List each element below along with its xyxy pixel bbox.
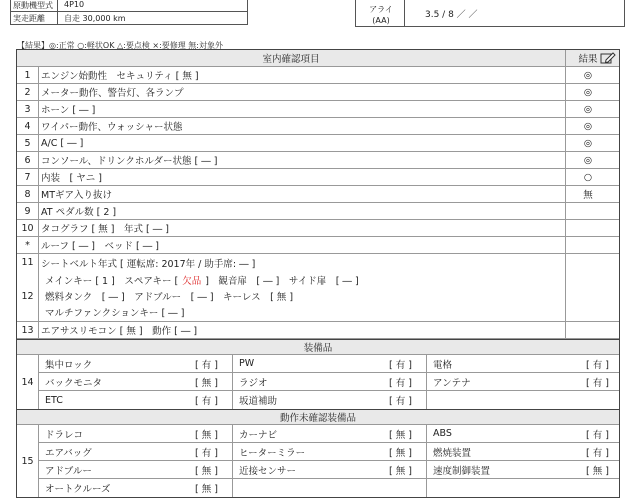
result-legend: 【結果】◎:正常 ○:軽状OK △:要点検 ×:要修理 無:対象外 (17, 41, 224, 50)
equipment-row (39, 461, 619, 479)
equipment-value: [ 有 ] (389, 377, 412, 389)
equipment-name: ETC (45, 394, 63, 406)
row-result (565, 220, 610, 236)
edit-icon (600, 51, 616, 65)
equipment-name: オートクルーズ (45, 484, 111, 495)
equipment-value: [ 有 ] (586, 359, 609, 371)
equipment-name: 近接センサー (239, 465, 297, 477)
row-label: A/C [ ― ] (41, 137, 84, 149)
row-label: シートベルト年式 [ 運転席: 2017年 / 助手席: ― ] (41, 258, 256, 270)
equipment-block (17, 355, 619, 409)
equipment-cell (233, 443, 427, 460)
equipment-name: カーナビ (239, 429, 278, 441)
interior-row (17, 169, 619, 186)
equipment-cell (39, 443, 233, 460)
equipment-value: [ 有 ] (195, 396, 218, 407)
row-number: 9 (17, 203, 39, 219)
row-result: ○ (565, 169, 610, 185)
engine-type-value: 4P10 (64, 0, 85, 9)
key-line-1-b: ] 観音扉 [ ― ] サイド扉 [ ― ] (205, 275, 359, 287)
equipment-value: [ 有 ] (389, 396, 412, 407)
row-label: ルーフ [ ― ] ベッド [ ― ] (41, 241, 159, 252)
equipment-name: ドラレコ (45, 429, 84, 441)
row-label: エアサスリモコン [ 無 ] 動作 [ ― ] (41, 326, 198, 337)
equipment-name: 集中ロック (45, 359, 93, 371)
interior-row (17, 101, 619, 118)
engine-type-label: 原動機型式 (13, 1, 53, 10)
equipment-value: [ 有 ] (195, 359, 218, 371)
row-result: ◎ (565, 152, 610, 168)
interior-row (17, 203, 619, 220)
equipment-value: [ 無 ] (195, 465, 218, 477)
equipment-name: ラジオ (239, 377, 268, 389)
row-label: タコグラフ [ 無 ] 年式 [ ― ] (41, 224, 169, 235)
equipment-value: [ 有 ] (586, 377, 609, 389)
equipment-cell (427, 355, 623, 372)
row-number: 2 (17, 84, 39, 100)
equipment-cell (233, 425, 427, 442)
row-result (565, 322, 610, 338)
equipment-name: エアバッグ (45, 447, 92, 459)
row-number: 4 (17, 118, 39, 134)
interior-row (17, 186, 619, 203)
equipment-name: ヒーターミラー (239, 447, 306, 459)
equipment-title: 装備品 (17, 340, 619, 355)
interior-title: 室内確認項目 (262, 54, 320, 65)
row-number: * (17, 237, 39, 253)
result-header: 結果 (565, 50, 610, 66)
equipment-row (39, 443, 619, 461)
row-result: ◎ (565, 67, 610, 83)
equipment-cell (39, 355, 233, 372)
row-label: 内装 [ ヤニ ] (41, 173, 102, 184)
row-label: AT ペダル数 [ 2 ] (41, 207, 117, 218)
unconfirmed-section (17, 409, 619, 497)
equipment-value: [ 無 ] (389, 447, 412, 459)
equipment-cell (427, 425, 623, 442)
row-result: 無 (565, 186, 610, 202)
equipment-cell (233, 479, 427, 497)
row-result (565, 237, 610, 253)
row-number: 11 (17, 254, 39, 271)
equipment-value: [ 無 ] (195, 377, 218, 389)
equipment-cell (233, 373, 427, 390)
row-number: 5 (17, 135, 39, 151)
row-result: ◎ (565, 118, 610, 134)
row-number: 13 (17, 322, 39, 338)
equipment-value: [ 無 ] (195, 429, 218, 441)
row-number: 1 (17, 67, 39, 83)
interior-row (17, 118, 619, 135)
interior-row (17, 152, 619, 169)
equipment-cell (233, 391, 427, 409)
fuel-adblue-keyless: 燃料タンク [ ― ] アドブルー [ ― ] キーレス [ 無 ] (45, 291, 294, 303)
equipment-row (39, 479, 619, 497)
equipment-name: バックモニタ (45, 377, 103, 389)
row-number: 12 (17, 271, 39, 321)
equipment-name: 電格 (433, 359, 453, 371)
row-result: ◎ (565, 101, 610, 117)
equipment-cell (427, 479, 623, 497)
mileage-value: 自走 30,000 km (64, 14, 126, 23)
row-number: 7 (17, 169, 39, 185)
row-number: 15 (17, 425, 39, 497)
unconfirmed-block (17, 425, 619, 497)
equipment-row (39, 425, 619, 443)
row-label: コンソール、ドリンクホルダー状態 [ ― ] (41, 156, 218, 167)
multi-function-key: マルチファンクションキー [ ― ] (45, 307, 185, 319)
row-result (565, 254, 610, 271)
airsus-row (17, 322, 619, 339)
vehicle-info-header (0, 0, 640, 32)
row-number: 3 (17, 101, 39, 117)
spare-key-status: 欠品 (182, 275, 202, 287)
row-result (565, 271, 610, 321)
equipment-value: [ 有 ] (586, 447, 609, 459)
equipment-name: 速度制御装置 (433, 465, 491, 477)
inspection-table (16, 49, 620, 498)
equipment-cell (233, 461, 427, 478)
key-row (17, 271, 619, 322)
equipment-value: [ 有 ] (195, 447, 218, 459)
row-result (565, 203, 610, 219)
interior-header-row (17, 50, 619, 67)
row-label: ワイパー動作、ウォッシャー状態 (41, 122, 183, 133)
row-label: エンジン始動性 セキュリティ [ 無 ] (41, 71, 199, 82)
equipment-row (39, 355, 619, 373)
equipment-value: [ 無 ] (586, 465, 609, 477)
key-line-1 (39, 271, 565, 288)
key-line-2 (39, 287, 565, 304)
interior-row (17, 135, 619, 152)
equipment-name: 坂道補助 (239, 396, 278, 407)
row-number: 8 (17, 186, 39, 202)
equipment-row (39, 373, 619, 391)
equipment-name: 燃焼装置 (433, 447, 472, 459)
equipment-cell (427, 461, 623, 478)
equipment-cell (39, 373, 233, 390)
equipment-value: [ 無 ] (389, 465, 412, 477)
equipment-cell (39, 391, 233, 409)
mileage-label: 実走距離 (13, 14, 45, 23)
row-result: ◎ (565, 84, 610, 100)
equipment-value: [ 無 ] (195, 484, 218, 495)
equipment-row (39, 391, 619, 409)
equipment-name: アドブルー (45, 465, 92, 477)
equipment-cell (39, 425, 233, 442)
equipment-cell (427, 373, 623, 390)
row-number: 6 (17, 152, 39, 168)
equipment-name: PW (239, 358, 255, 369)
row-label: メーター動作、警告灯、各ランプ (41, 88, 184, 99)
score-values: 3.5 / 8 ／ ／ (425, 10, 478, 20)
equipment-cell (427, 443, 623, 460)
interior-row (17, 254, 619, 271)
equipment-value: [ 有 ] (586, 429, 609, 441)
equipment-cell (427, 391, 623, 409)
equipment-name: ABS (433, 428, 452, 439)
interior-row (17, 84, 619, 101)
equipment-name: アンテナ (433, 377, 471, 389)
equipment-cell (233, 355, 427, 372)
row-label: ホーン [ ― ] (41, 105, 96, 116)
interior-row (17, 67, 619, 84)
row-label: MTギア入り抜け (41, 190, 112, 201)
key-line-1-a: メインキー [ 1 ] スペアキー [ (45, 275, 179, 287)
row-result: ◎ (565, 135, 610, 151)
row-number: 14 (17, 355, 39, 409)
interior-row (17, 220, 619, 237)
equipment-cell (39, 461, 233, 478)
equipment-value: [ 無 ] (389, 429, 412, 441)
auction-label: アライ (AA) (369, 5, 393, 25)
equipment-section (17, 339, 619, 409)
key-line-3 (39, 303, 565, 320)
unconfirmed-title: 動作未確認装備品 (17, 410, 619, 425)
row-number: 10 (17, 220, 39, 236)
interior-row (17, 237, 619, 254)
equipment-value: [ 有 ] (389, 359, 412, 371)
equipment-cell (39, 479, 233, 497)
